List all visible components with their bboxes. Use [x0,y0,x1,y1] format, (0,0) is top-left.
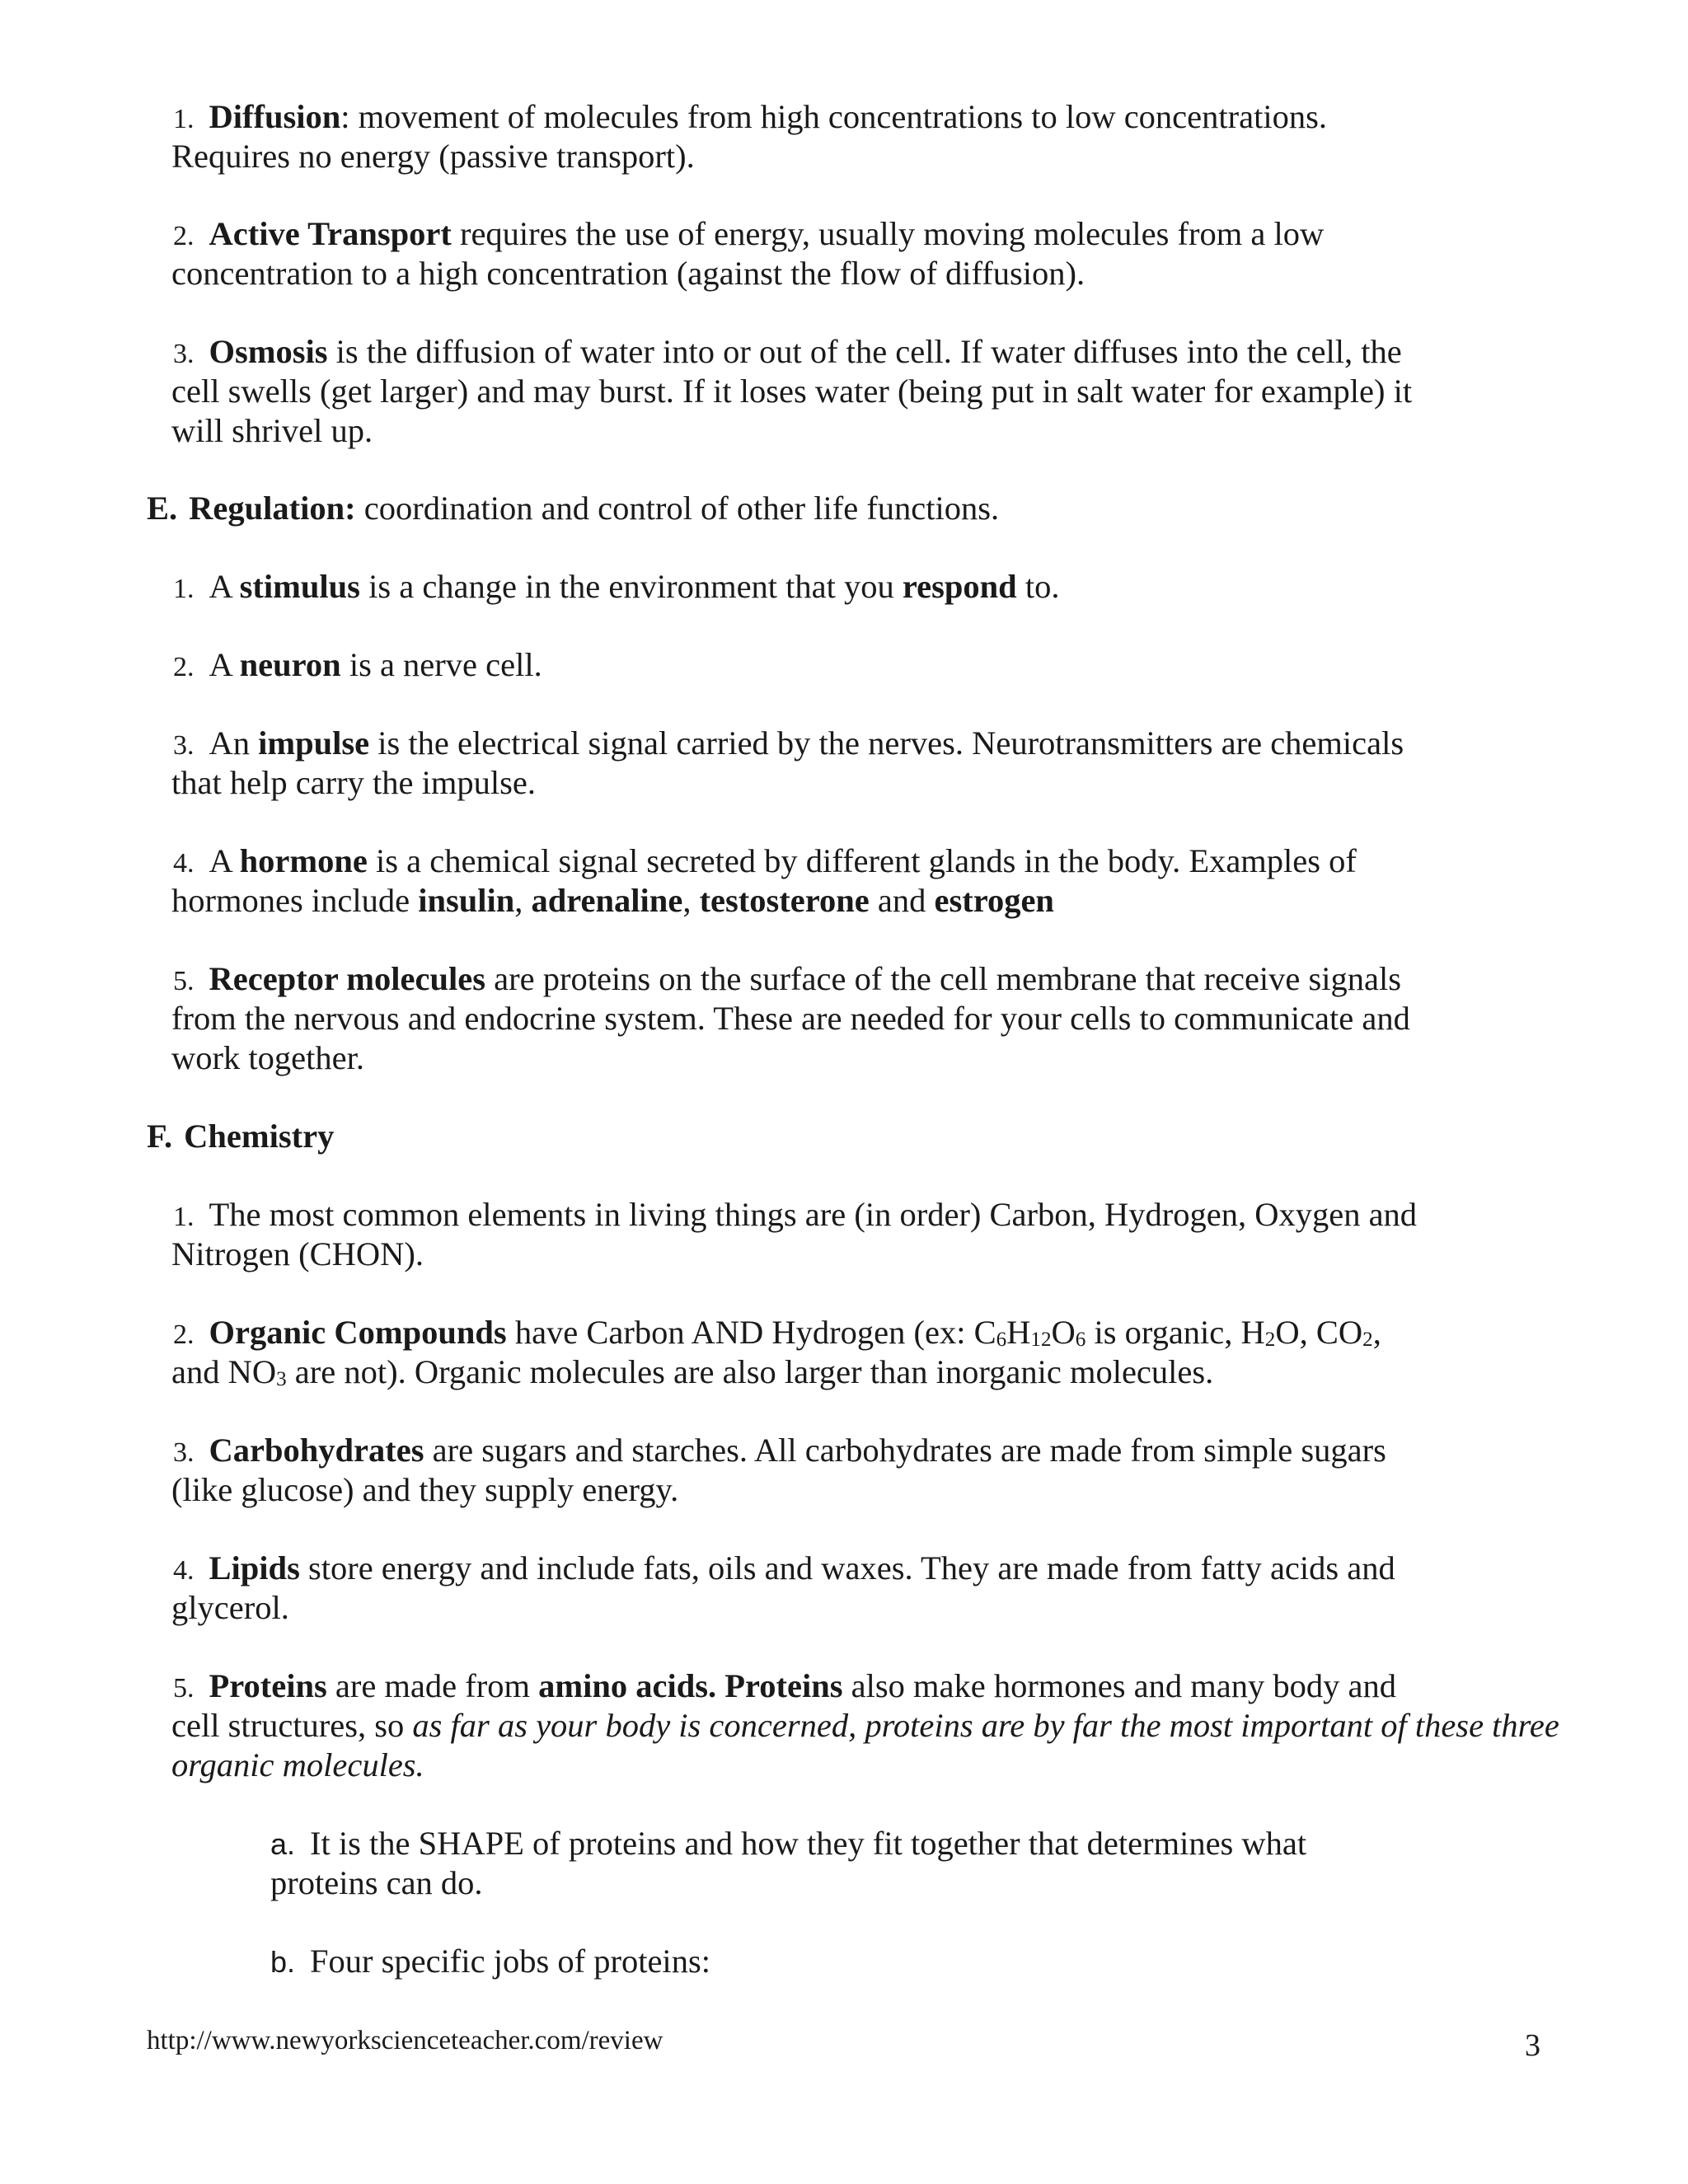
hormone-item [173,841,1357,883]
lipids-cont [171,1588,289,1628]
item-text: are made from [326,1667,539,1704]
item-text: An [209,724,259,762]
item-text: cell structures, so [171,1707,413,1744]
item-text: concentration to a high concentration (against the flow of diffusion). [171,255,1085,292]
proteins-cont-1 [171,1706,1559,1746]
protein-jobs-subitem [270,1942,710,1982]
subscript: 2 [1264,1329,1276,1351]
osmosis-cont-1 [171,372,1412,411]
item-text: cell swells (get larger) and may burst. If it loses water (being put in salt water for example) it [171,373,1413,410]
term-hormone: hormone [239,842,368,879]
item-number: 3. [173,730,195,761]
item-number: 2. [173,652,195,682]
item-text: from the nervous and endocrine system. These are needed for your cells to communicate and [171,1000,1410,1037]
term-testosterone: testosterone [699,882,870,919]
item-text: are sugars and starches. All carbohydrates are made from simple sugars [424,1432,1386,1469]
subscript: 12 [1030,1329,1052,1351]
subitem-letter: a. [270,1827,296,1861]
item-text: and [869,882,935,919]
term-carbohydrates: Carbohydrates [209,1432,424,1469]
carbohydrates-cont [171,1470,678,1510]
diffusion-item [173,97,1327,139]
protein-shape-subitem [270,1824,1306,1864]
section-title: Regulation: [189,490,356,527]
item-text: A [209,646,240,683]
section-title: Chemistry [184,1118,335,1155]
item-text: have Carbon AND Hydrogen (ex: C [506,1314,996,1351]
item-number: 3. [173,1437,195,1468]
proteins-item [173,1666,1396,1708]
item-number: 2. [173,1319,195,1350]
item-text: Requires no energy (passive transport). [171,138,695,175]
item-text: A [209,842,240,879]
receptor-item [173,959,1401,1001]
item-text: O, CO [1275,1314,1363,1351]
item-text: glycerol. [171,1589,289,1626]
section-f-heading [147,1117,334,1156]
term-diffusion: Diffusion [209,98,341,135]
stimulus-item [173,567,1059,609]
footer-url: http://www.newyorkscienceteacher.com/review [147,2026,663,2055]
item-number: 1. [173,574,195,604]
lipids-item [173,1549,1395,1591]
item-text: hormones include [171,882,419,919]
item-text: is organic, H [1085,1314,1265,1351]
subscript: 6 [1075,1329,1086,1351]
osmosis-cont-2 [171,411,373,451]
term-lipids: Lipids [209,1549,300,1586]
osmosis-item [173,332,1402,374]
item-number: 2. [173,221,195,251]
item-text: also make hormones and many body and [842,1667,1396,1704]
term-proteins: Proteins [209,1667,327,1704]
term-active-transport: Active Transport [209,215,452,252]
item-text: Nitrogen (CHON). [171,1235,424,1272]
subscript: 6 [996,1329,1007,1351]
item-text: and NO [171,1353,277,1390]
term-insulin: insulin [418,882,515,919]
section-letter: F. [147,1118,173,1155]
item-text: work together. [171,1039,364,1076]
item-text: Four specific jobs of proteins: [310,1943,710,1980]
receptor-cont-1 [171,999,1410,1038]
item-text: is the electrical signal carried by the nerves. Neurotransmitters are chemicals [369,724,1404,762]
item-number: 4. [173,1555,195,1586]
item-text: store energy and include fats, oils and waxes. They are made from fatty acids and [299,1549,1395,1586]
item-text: is the diffusion of water into or out of the cell. If water diffuses into the cell, the [327,333,1402,370]
subscript: 3 [276,1368,287,1390]
receptor-cont-2 [171,1038,364,1078]
protein-shape-cont [270,1863,483,1903]
term-receptor-molecules: Receptor molecules [209,960,486,997]
impulse-cont [171,763,536,803]
item-number: 4. [173,848,195,879]
term-adrenaline: adrenaline [531,882,683,919]
item-text: O [1051,1314,1076,1351]
term-neuron: neuron [239,646,341,683]
term-impulse: impulse [258,724,370,762]
proteins-cont-2 [171,1746,424,1785]
item-text: H [1006,1314,1031,1351]
elements-item [173,1195,1417,1237]
hormone-examples [171,881,1054,921]
item-number: 5. [173,966,195,996]
term-respond: respond [902,568,1017,605]
item-text: will shrivel up. [171,412,373,449]
term-osmosis: Osmosis [209,333,328,370]
item-number: 5. [173,1673,195,1704]
carbohydrates-item [173,1431,1386,1473]
item-text: is a nerve cell. [340,646,542,683]
item-text: are proteins on the surface of the cell membrane that receive signals [485,960,1402,997]
item-text: The most common elements in living things are (in order) Carbon, Hydrogen, Oxygen and [209,1196,1418,1233]
elements-cont [171,1235,424,1274]
impulse-item [173,724,1404,766]
term-organic-compounds: Organic Compounds [209,1314,507,1351]
neuron-item [173,645,542,687]
active-transport-item [173,214,1324,256]
item-text: requires the use of energy, usually moving molecules from a low [451,215,1325,252]
item-text: : movement of molecules from high concentrations to low concentrations. [340,98,1327,135]
diffusion-item-cont [171,137,695,176]
item-text: , [514,882,532,919]
subscript: 2 [1362,1329,1373,1351]
item-text: (like glucose) and they supply energy. [171,1471,679,1508]
item-text: , [682,882,700,919]
organic-compounds-item [173,1313,1381,1355]
section-letter: E. [147,490,178,527]
section-e-heading [147,489,999,528]
subitem-letter: b. [270,1945,296,1979]
term-stimulus: stimulus [239,568,360,605]
item-text: A [209,568,240,605]
section-text: coordination and control of other life functions. [355,490,1000,527]
page-number: 3 [1525,2028,1540,2063]
item-text: that help carry the impulse. [171,764,536,801]
item-text: is a chemical signal secreted by different glands in the body. Examples of [367,842,1357,879]
term-amino-acids: amino acids. Proteins [538,1667,843,1704]
item-text: are not). Organic molecules are also larger than inorganic molecules. [286,1353,1214,1390]
item-text: , [1372,1314,1381,1351]
active-transport-cont [171,254,1085,293]
organic-compounds-cont [171,1352,1213,1392]
italic-emphasis: organic molecules. [171,1746,424,1783]
item-text: to. [1016,568,1060,605]
item-number: 3. [173,339,195,369]
item-text: proteins can do. [270,1864,483,1901]
item-number: 1. [173,1202,195,1232]
term-estrogen: estrogen [934,882,1054,919]
italic-emphasis: as far as your body is concerned, proteins are by far the most important of these three [412,1707,1559,1744]
item-text: is a change in the environment that you [359,568,903,605]
item-number: 1. [173,104,195,134]
item-text: It is the SHAPE of proteins and how they fit together that determines what [310,1825,1307,1862]
